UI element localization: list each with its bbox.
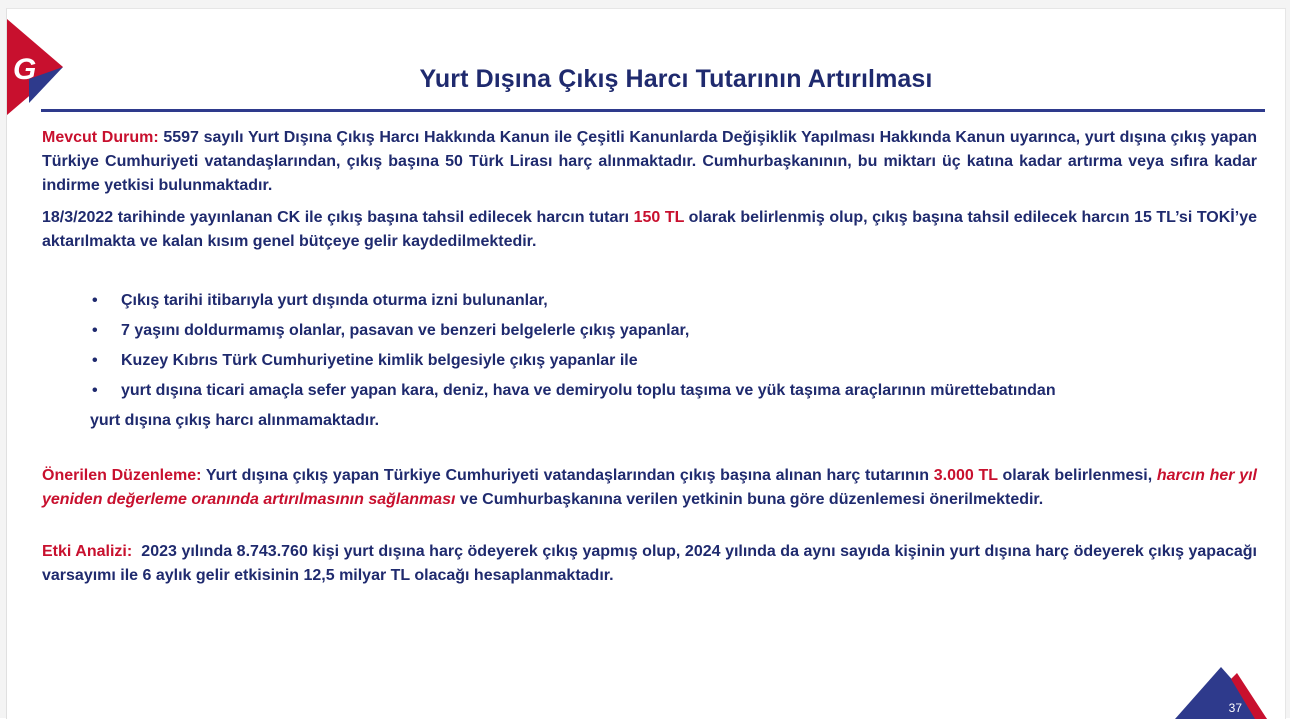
onerilen-paragraph [42, 464, 1257, 512]
exemption-list [42, 286, 1257, 406]
list-item [92, 286, 1257, 316]
onerilen-text-middle: olarak belirlenmesi, [997, 467, 1157, 484]
slide [6, 8, 1286, 719]
etki-paragraph [42, 540, 1262, 588]
onerilen-text-after: ve Cumhurbaşkanına verilen yetkinin buna göre düzenlemesi önerilmektedir. [455, 491, 1044, 508]
bullet-icon: • [92, 292, 98, 309]
list-item-text: Çıkış tarihi itibarıyla yurt dışında oturma izni bulunanlar, [121, 292, 548, 309]
page-number: 37 [1228, 701, 1242, 715]
mevcut-durum-text: 5597 sayılı Yurt Dışına Çıkış Harcı Hakkında Kanun ile Çeşitli Kanunlarda Değişiklik Yapılması Hakkında Kanun uyarınca, yurt dışına çıkış yapan Türkiye Cumhuriyeti vatandaşlarından, çıkış başına 50 Türk Lirası harç alınmaktadır. Cumhurbaşkanının, bu miktarı üç katına kadar artırma veya sıfıra kadar indirme yetkisi bulunmaktadır. [42, 129, 1257, 194]
list-item-text: Kuzey Kıbrıs Türk Cumhuriyetine kimlik belgesiyle çıkış yapanlar ile [121, 352, 638, 369]
slide-content [42, 126, 1262, 588]
corner-triangle-icon [1175, 667, 1267, 719]
ck-amount: 150 TL [633, 209, 685, 226]
mevcut-durum-paragraph [42, 126, 1257, 198]
onerilen-amount: 3.000 TL [933, 467, 998, 484]
etki-text: 2023 yılında 8.743.760 kişi yurt dışına harç ödeyerek çıkış yapmış olup, 2024 yılında da aynı sayıda kişinin yurt dışına harç ödeyerek çıkış yapacağı varsayımı ile 6 aylık gelir etkisinin 12,5 milyar TL olacağı hesaplanmaktadır. [42, 543, 1262, 584]
etki-label: Etki Analizi: [42, 543, 133, 560]
list-item-text: yurt dışına ticari amaçla sefer yapan kara, deniz, hava ve demiryolu toplu taşıma ve yük taşıma araçlarının mürettebatından [121, 382, 1056, 399]
bullet-icon: • [92, 322, 98, 339]
list-item [92, 376, 1257, 406]
list-item [92, 316, 1257, 346]
logo-letter: G [13, 53, 37, 86]
onerilen-label: Önerilen Düzenleme: [42, 467, 202, 484]
ck-text-after: olarak belirlenmiş olup, çıkış başına tahsil edilecek harcın 15 TL’si TOKİ’ye aktarılmakta ve kalan kısım genel bütçeye gelir kaydedilmektedir. [42, 209, 1257, 250]
page-title: Yurt Dışına Çıkış Harcı Tutarının Artırılması [419, 65, 933, 93]
onerilen-italic-text: harcın her yıl yeniden değerleme oranında artırılmasının sağlanması [42, 467, 1258, 508]
onerilen-text-before: Yurt dışına çıkış yapan Türkiye Cumhuriyeti vatandaşlarından çıkış başına alınan harç tutarının [201, 467, 934, 484]
ck-text-before: 18/3/2022 tarihinde yayınlanan CK ile çıkış başına tahsil edilecek harcın tutarı [42, 209, 634, 226]
bullet-icon: • [92, 382, 98, 399]
title-divider [41, 109, 1265, 112]
list-item-text: 7 yaşını doldurmamış olanlar, pasavan ve benzeri belgelerle çıkış yapanlar, [121, 322, 690, 339]
ck-paragraph [42, 206, 1257, 254]
bullet-icon: • [92, 352, 98, 369]
exemption-list-tail: yurt dışına çıkış harcı alınmamaktadır. [90, 412, 380, 429]
list-item [92, 346, 1257, 376]
mevcut-durum-label: Mevcut Durum: [42, 129, 159, 146]
